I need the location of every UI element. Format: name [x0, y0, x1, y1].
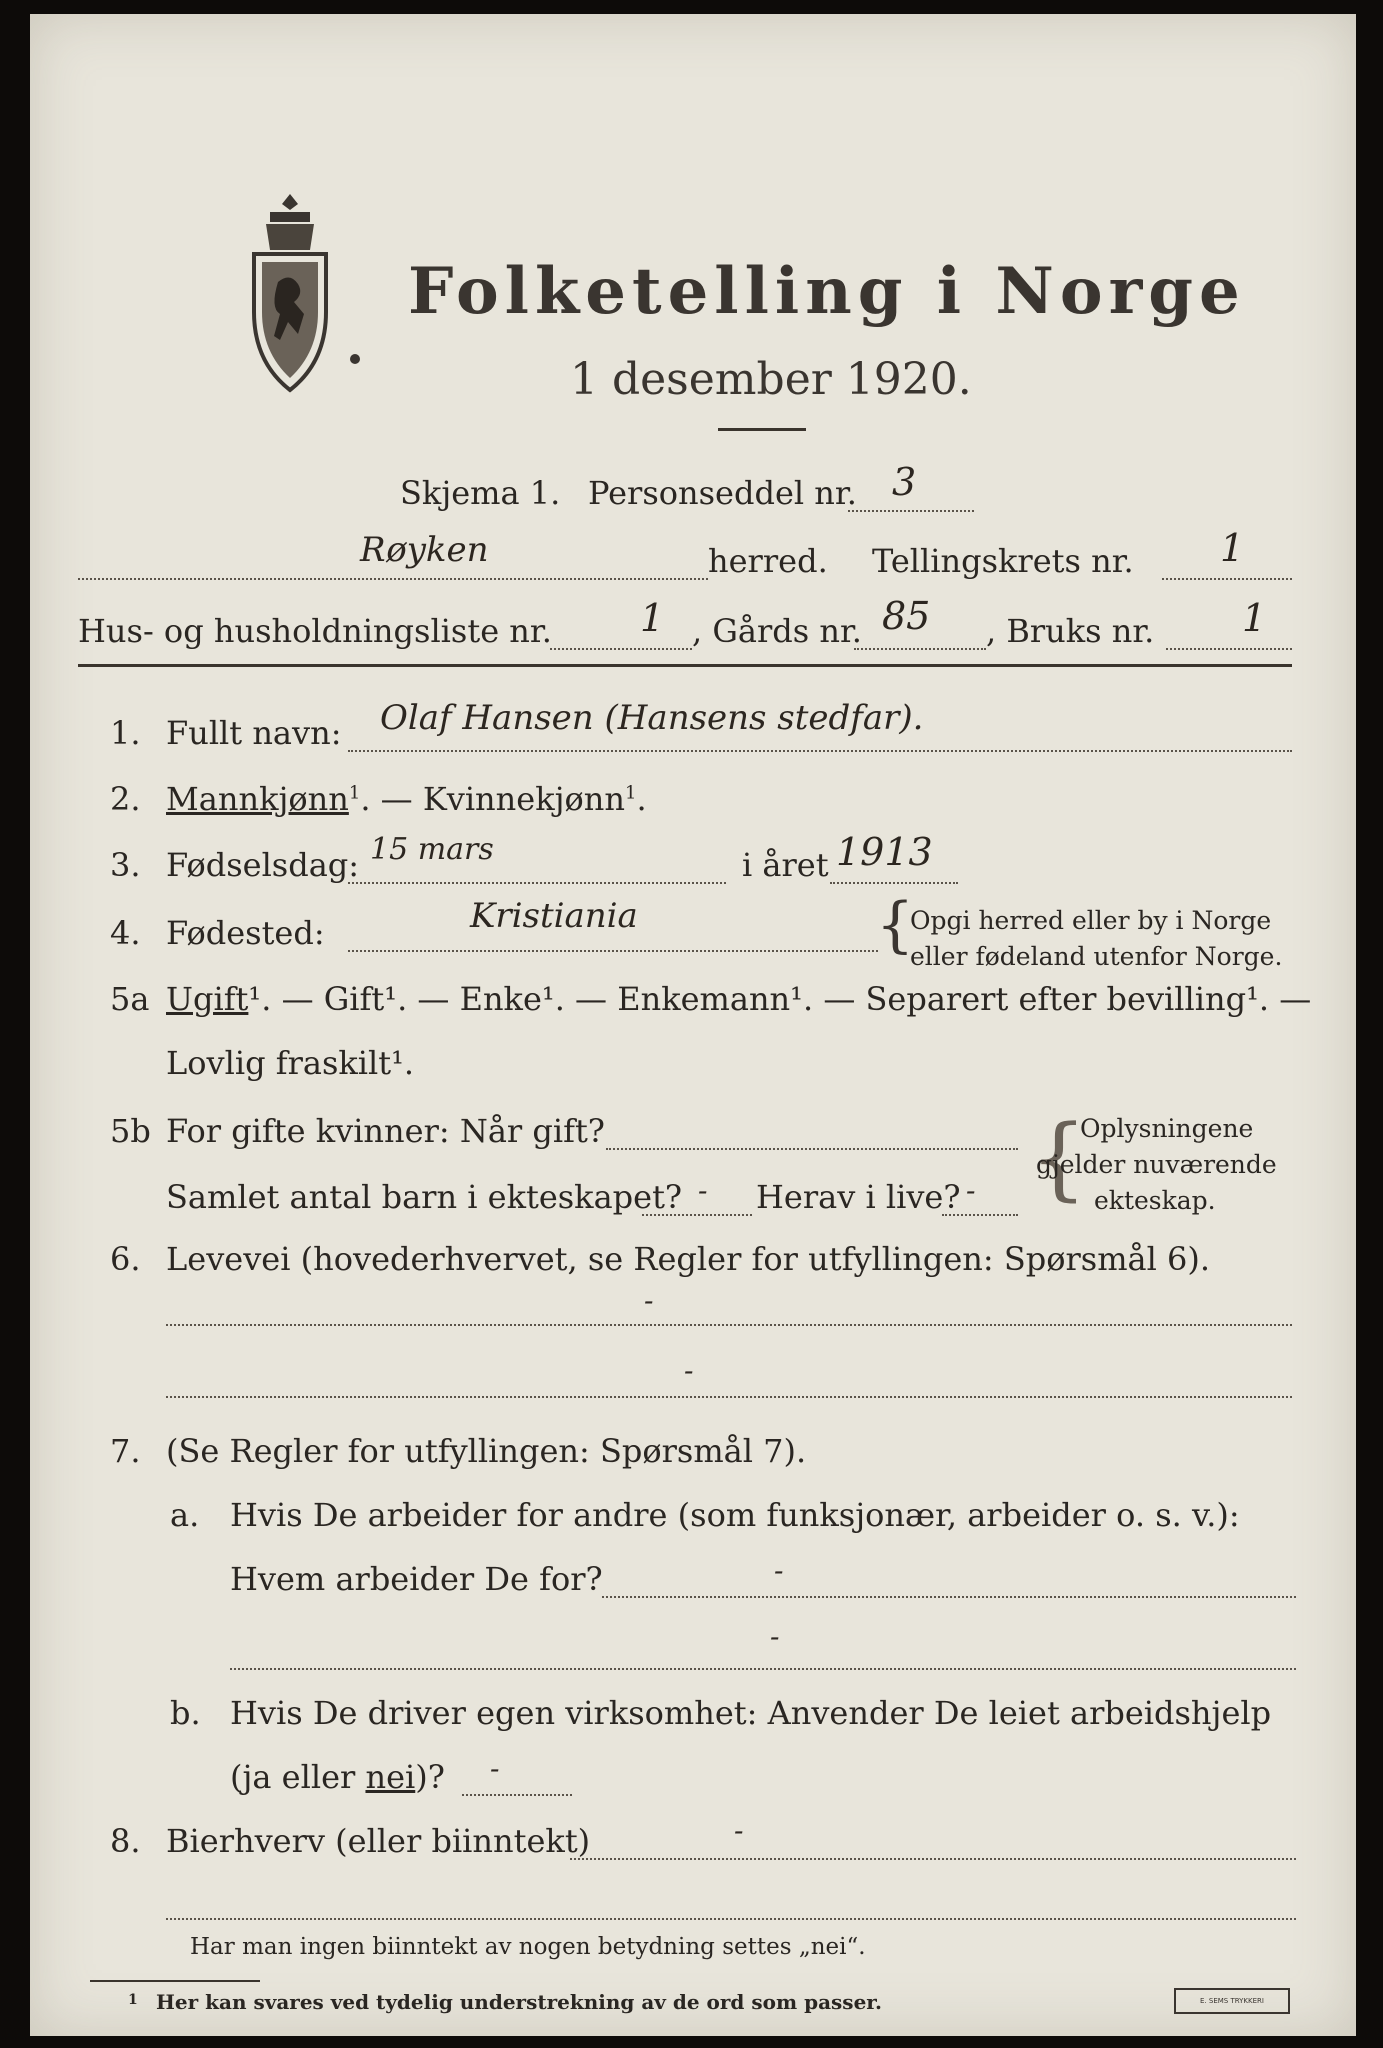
- tellingskrets-field: [1162, 578, 1292, 580]
- bruks-value: 1: [1242, 596, 1267, 640]
- q2-sup1: 1: [348, 782, 361, 804]
- q6-label: Levevei (hovederhvervet, se Regler for utfyllingen: Spørsmål 6).: [166, 1240, 1211, 1278]
- q7a-field-2: [230, 1668, 1296, 1670]
- gards-value: 85: [882, 594, 931, 638]
- q6-value-2: -: [684, 1354, 694, 1387]
- q4-number: 4.: [110, 914, 141, 952]
- footnote-text: Her kan svares ved tydelig understrekning av de ord som passer.: [156, 1990, 882, 2014]
- q5b-note-line1: Oplysningene: [1080, 1114, 1254, 1143]
- personseddel-field: [848, 510, 974, 512]
- q3-year-label: i året: [742, 846, 829, 884]
- q3-number: 3.: [110, 846, 141, 884]
- q4-note-line1: Opgi herred eller by i Norge: [910, 906, 1272, 935]
- bruks-label: , Bruks nr.: [986, 612, 1155, 650]
- q7b-text: Hvis De driver egen virksomhet: Anvender De leiet arbeidshjelp: [230, 1694, 1272, 1732]
- personseddel-value: 3: [892, 460, 917, 504]
- q3-value: 15 mars: [370, 832, 494, 867]
- herred-value: Røyken: [360, 530, 489, 570]
- q5b-alive-field: [942, 1214, 1018, 1216]
- q3-field: [348, 882, 726, 884]
- husliste-value: 1: [640, 596, 665, 640]
- q3-year-value: 1913: [836, 830, 933, 874]
- q2-mann: Mannkjønn: [166, 780, 349, 818]
- coat-of-arms-icon: [240, 190, 340, 400]
- q5a-line2: Lovlig fraskilt¹.: [166, 1044, 415, 1082]
- q2-sep: . —: [360, 780, 423, 818]
- q5b-note-line2: gjelder nuværende: [1036, 1150, 1277, 1179]
- title-rule: [718, 428, 806, 431]
- tellingskrets-label: Tellingskrets nr.: [872, 542, 1134, 580]
- census-form: [30, 14, 1356, 2036]
- q1-value: Olaf Hansen (Hansens stedfar).: [380, 698, 924, 738]
- q6-field-1: [166, 1324, 1292, 1326]
- q3-year-field: [830, 882, 958, 884]
- q8-value: -: [734, 1814, 744, 1847]
- q4-note-line2: eller fødeland utenfor Norge.: [910, 942, 1283, 971]
- dot-mark: [350, 354, 360, 364]
- q6-number: 6.: [110, 1240, 141, 1278]
- q8-field-1: [570, 1858, 1296, 1860]
- q4-label: Fødested:: [166, 914, 325, 952]
- q7-number: 7.: [110, 1432, 141, 1470]
- herred-label: herred.: [708, 542, 828, 580]
- husliste-label: Hus- og husholdningsliste nr.: [78, 612, 552, 650]
- q5a-rest: ¹. — Gift¹. — Enke¹. — Enkemann¹. — Separert efter bevilling¹. —: [248, 980, 1312, 1018]
- q5b-label3: Herav i live?: [756, 1178, 961, 1216]
- q5b-children-value: -: [698, 1174, 708, 1207]
- q5b-alive-value: -: [966, 1174, 976, 1207]
- q2-end: .: [636, 780, 647, 818]
- q7b-question: [230, 1758, 445, 1796]
- footnote-rule: [90, 1980, 260, 1982]
- q7b-q-post: )?: [415, 1758, 445, 1796]
- skjema-label: Skjema 1.: [400, 474, 561, 512]
- q7a-value-1: -: [774, 1554, 784, 1587]
- q5a-number: 5a: [110, 980, 150, 1018]
- q6-field-2: [166, 1396, 1292, 1398]
- q4-brace: {: [876, 890, 915, 960]
- tellingskrets-value: 1: [1220, 526, 1245, 570]
- q7a-value-2: -: [770, 1620, 780, 1653]
- q2-sup2: 1: [625, 782, 637, 804]
- q5b-married-field: [606, 1148, 1018, 1150]
- q7b-value: -: [490, 1752, 500, 1785]
- q8-number: 8.: [110, 1822, 141, 1860]
- personseddel-label: Personseddel nr.: [588, 474, 857, 512]
- q5b-label2: Samlet antal barn i ekteskapet?: [166, 1178, 683, 1216]
- q7b-q-nei: nei: [365, 1758, 416, 1796]
- q8-label: Bierhverv (eller biinntekt): [166, 1822, 591, 1860]
- q2-kvinne: Kvinnekjønn: [422, 780, 625, 818]
- q4-value: Kristiania: [470, 896, 638, 936]
- husliste-field: [550, 648, 692, 650]
- gards-label: , Gårds nr.: [692, 612, 862, 650]
- q7b-q-pre: (ja eller: [230, 1758, 366, 1796]
- q8-field-2: [166, 1918, 1296, 1920]
- q5b-label1: For gifte kvinner: Når gift?: [166, 1112, 605, 1150]
- footnote-number: 1: [128, 1992, 138, 2008]
- herred-field: [78, 578, 708, 580]
- q5a-text: [166, 980, 1311, 1018]
- gards-field: [854, 648, 986, 650]
- q4-field: [348, 950, 878, 952]
- q3-label: Fødselsdag:: [166, 846, 360, 884]
- q5b-number: 5b: [110, 1112, 151, 1150]
- q1-number: 1.: [110, 714, 141, 752]
- q7b-field: [462, 1794, 572, 1796]
- bruks-field: [1166, 648, 1292, 650]
- q5b-children-field: [642, 1214, 752, 1216]
- section-divider: [78, 664, 1292, 667]
- q6-value-1: -: [644, 1284, 654, 1317]
- q5b-note-line3: ekteskap.: [1094, 1186, 1216, 1215]
- q2-text: [166, 780, 647, 818]
- form-title: Folketelling i Norge: [408, 254, 1246, 329]
- q7a-letter: a.: [170, 1496, 200, 1534]
- q7a-field-1: [602, 1596, 1296, 1598]
- q2-number: 2.: [110, 780, 141, 818]
- q7b-letter: b.: [170, 1694, 201, 1732]
- footer-note: Har man ingen biinntekt av nogen betydning settes „nei“.: [190, 1934, 866, 1960]
- q1-label: Fullt navn:: [166, 714, 342, 752]
- q7a-text: Hvis De arbeider for andre (som funksjonær, arbeider o. s. v.):: [230, 1496, 1240, 1534]
- form-date: 1 desember 1920.: [570, 354, 972, 405]
- printer-stamp: E. SEMS TRYKKERI: [1174, 1988, 1290, 2014]
- q7a-question: Hvem arbeider De for?: [230, 1560, 603, 1598]
- q7-label: (Se Regler for utfyllingen: Spørsmål 7).: [166, 1432, 807, 1470]
- q1-field: [348, 750, 1292, 752]
- q5b-brace: {: [1030, 1106, 1088, 1211]
- q5a-ugift: Ugift: [166, 980, 249, 1018]
